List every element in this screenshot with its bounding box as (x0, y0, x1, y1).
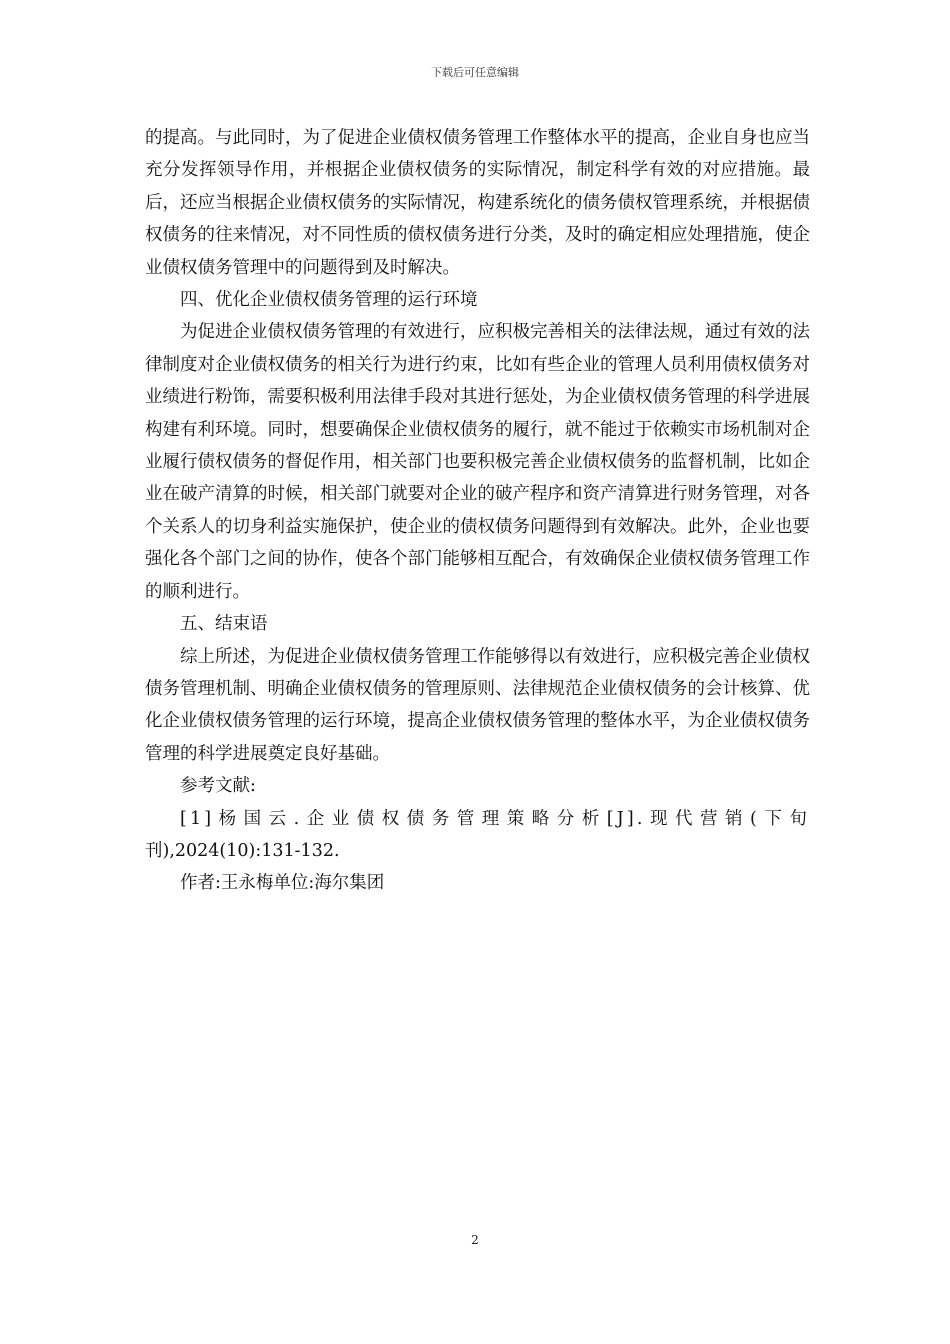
reference-item (145, 803, 810, 868)
document-body (145, 122, 810, 900)
reference-main: [1]杨国云.企业债权债务管理策略分析[J].现代营销(下旬 (180, 808, 810, 829)
page-number: 2 (471, 1233, 479, 1247)
paragraph-continuation: 的提高。与此同时，为了促进企业债权债务管理工作整体水平的提高，企业自身也应当充分发挥领导作用，并根据企业债权债务的实际情况，制定科学有效的对应措施。最后，还应当根据企业债权债务的实际情况，构建系统化的债务债权管理系统，并根据债权债务的往来情况，对不同性质的债权债务进行分类，及时的确定相应处理措施，使企业债权债务管理中的问题得到及时解决。 (145, 128, 810, 278)
section-heading-4: 四、优化企业债权债务管理的运行环境 (180, 290, 478, 311)
references-heading: 参考文献: (180, 776, 256, 797)
section-heading-5: 五、结束语 (180, 614, 268, 635)
reference-tail: 刊),2024(10):131-132. (145, 840, 340, 861)
author-line: 作者:王永梅单位:海尔集团 (180, 873, 385, 894)
page-header: 下载后可任意编辑 (431, 66, 519, 79)
paragraph-environment: 为促进企业债权债务管理的有效进行，应积极完善相关的法律法规，通过有效的法律制度对企业债权债务的相关行为进行约束，比如有些企业的管理人员利用债权债务对业绩进行粉饰，需要积极利用法律手段对其进行惩处，为企业债权债务管理的科学进展构建有利环境。同时，想要确保企业债权债务的履行，就不能过于依赖实市场机制对企业履行债权债务的督促作用，相关部门也要积极完善企业债权债务的监督机制，比如企业在破产清算的时候，相关部门就要对企业的破产程序和资产清算进行财务管理，对各个关系人的切身利益实施保护，使企业的债权债务问题得到有效解决。此外，企业也要强化各个部门之间的协作，使各个部门能够相互配合，有效确保企业债权债务管理工作的顺利进行。 (145, 322, 810, 602)
paragraph-conclusion: 综上所述，为促进企业债权债务管理工作能够得以有效进行，应积极完善企业债权债务管理机制、明确企业债权债务的管理原则、法律规范企业债权债务的会计核算、优化企业债权债务管理的运行环境，提高企业债权债务管理的整体水平，为企业债权债务管理的科学进展奠定良好基础。 (145, 646, 810, 764)
